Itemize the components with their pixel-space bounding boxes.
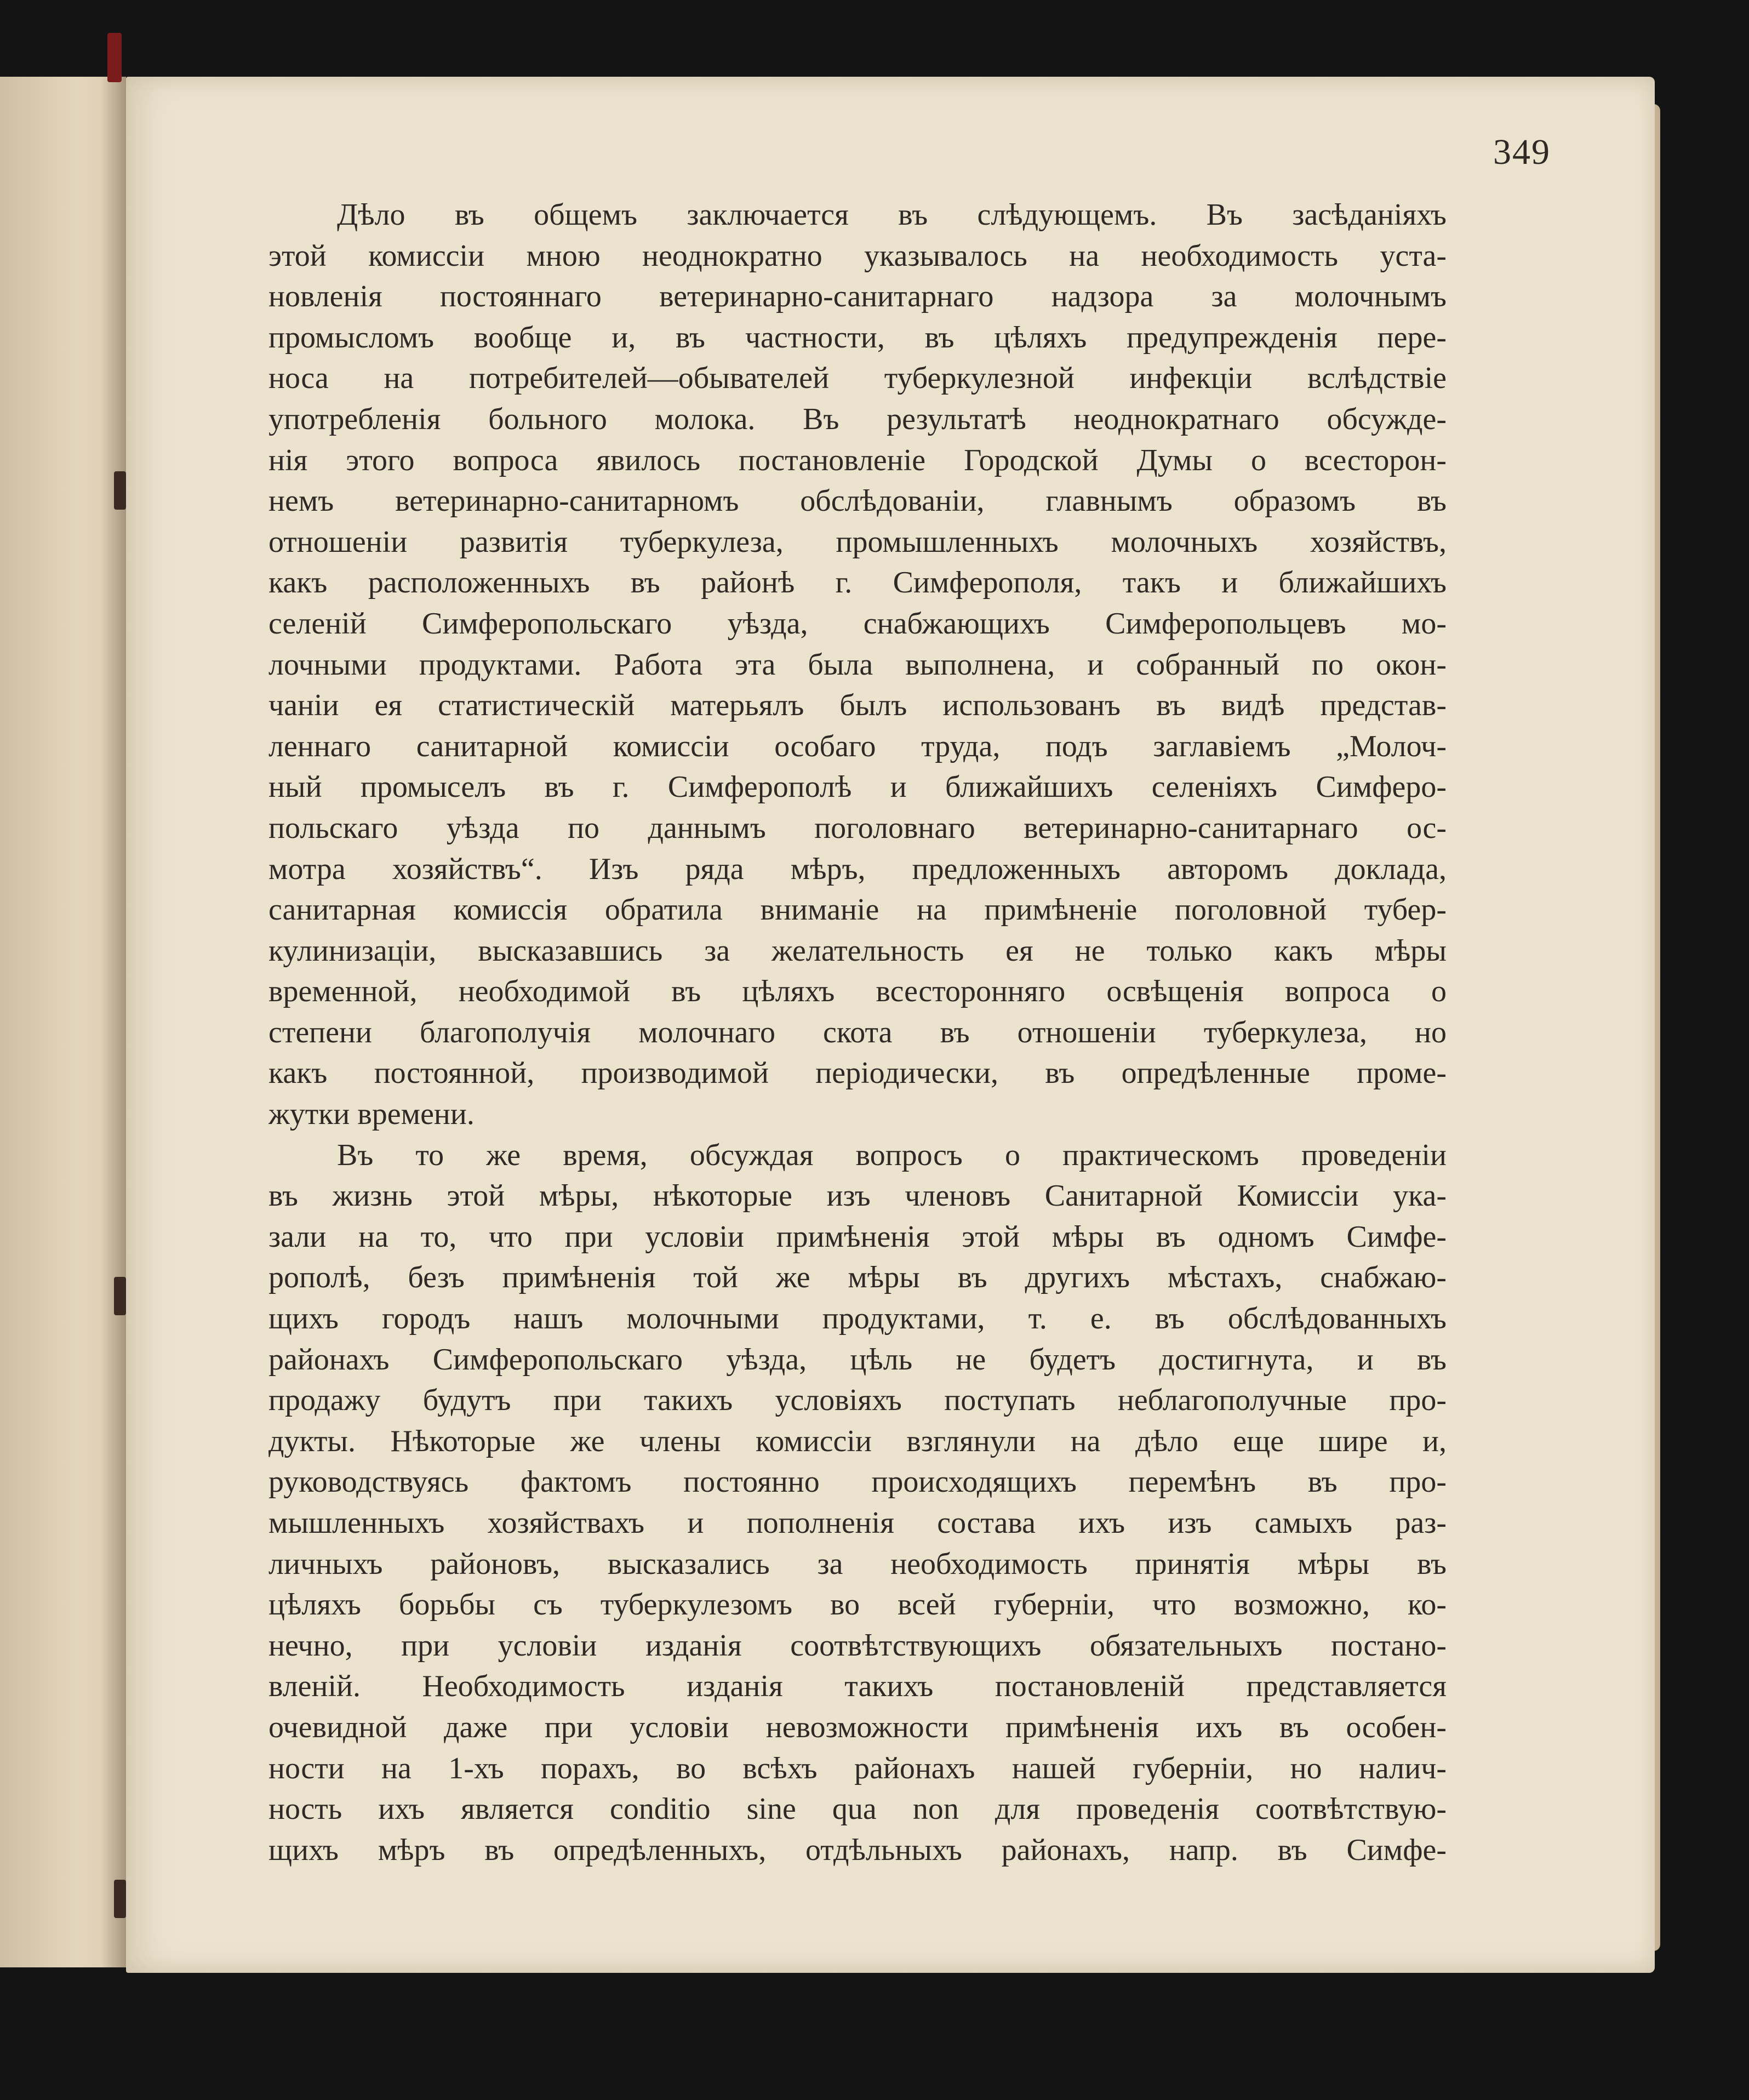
text-line: щихъ городъ нашъ молочными продуктами, т. е. въ обслѣдованныхъ: [268, 1302, 1447, 1336]
binding-stitch: [114, 471, 126, 510]
text-line: этой комиссіи мною неоднократно указывалось на необходимость уста-: [268, 238, 1447, 273]
text-line: польскаго уѣзда по даннымъ поголовнаго ветеринарно-санитарнаго ос-: [268, 811, 1447, 845]
text-line: мышленныхъ хозяйствахъ и пополненія состава ихъ изъ самыхъ раз-: [268, 1506, 1447, 1540]
text-line: немъ ветеринарно-санитарномъ обслѣдованіи, главнымъ образомъ въ: [268, 484, 1447, 518]
text-line: цѣляхъ борьбы съ туберкулезомъ во всей губерніи, что возможно, ко-: [268, 1588, 1447, 1622]
binding-stitch: [114, 1880, 126, 1918]
text-line: чаніи ея статистическій матерьялъ былъ использованъ въ видѣ представ-: [268, 688, 1447, 723]
text-line: лочными продуктами. Работа эта была выполнена, и собранный по окон-: [268, 647, 1447, 682]
text-line: какъ расположенныхъ въ районѣ г. Симферополя, такъ и ближайшихъ: [268, 566, 1447, 600]
text-line: жутки времени.: [268, 1097, 475, 1132]
text-line: Дѣло въ общемъ заключается въ слѣдующемъ. Въ засѣданіяхъ: [337, 198, 1447, 232]
text-line: носа на потребителей—обывателей туберкулезной инфекціи вслѣдствіе: [268, 361, 1447, 396]
text-line: ный промыселъ въ г. Симферополѣ и ближайшихъ селеніяхъ Симферо-: [268, 770, 1447, 804]
text-body: [268, 195, 1447, 1870]
page-number: 349: [1493, 132, 1551, 172]
text-line: районахъ Симферопольскаго уѣзда, цѣль не будетъ достигнута, и въ: [268, 1342, 1447, 1377]
text-line: временной, необходимой въ цѣляхъ всесторонняго освѣщенія вопроса о: [268, 974, 1447, 1009]
text-line: санитарная комиссія обратила вниманіе на примѣненіе поголовной тубер-: [268, 893, 1447, 927]
book-page: [126, 77, 1655, 1973]
text-line: вленій. Необходимость изданія такихъ постановленій представляется: [268, 1669, 1447, 1704]
text-line: руководствуясь фактомъ постоянно происходящихъ перемѣнъ въ про-: [268, 1465, 1447, 1499]
text-line: промысломъ вообще и, въ частности, въ цѣляхъ предупрежденія пере-: [268, 320, 1447, 355]
text-line: зали на то, что при условіи примѣненія этой мѣры въ одномъ Симфе-: [268, 1219, 1447, 1254]
text-line: щихъ мѣръ въ опредѣленныхъ, отдѣльныхъ районахъ, напр. въ Симфе-: [268, 1833, 1447, 1867]
text-line: употребленія больного молока. Въ результатѣ неоднократнаго обсужде-: [268, 402, 1447, 436]
text-line: мотра хозяйствъ“. Изъ ряда мѣръ, предложенныхъ авторомъ доклада,: [268, 852, 1447, 886]
binding-stitch: [114, 1277, 126, 1315]
paragraph: [268, 1135, 1447, 1871]
text-line: Въ то же время, обсуждая вопросъ о практическомъ проведеніи: [337, 1138, 1447, 1172]
paragraph: [268, 195, 1447, 1135]
text-line: степени благополучія молочнаго скота въ отношеніи туберкулеза, но: [268, 1015, 1447, 1049]
text-line: личныхъ районовъ, высказались за необходимость принятія мѣры въ: [268, 1547, 1447, 1581]
text-line: ности на 1-хъ порахъ, во всѣхъ районахъ нашей губерніи, но налич-: [268, 1751, 1447, 1785]
text-line: новленія постояннаго ветеринарно-санитарнаго надзора за молочнымъ: [268, 279, 1447, 314]
text-line: въ жизнь этой мѣры, нѣкоторые изъ членовъ Санитарной Комиссіи ука-: [268, 1179, 1447, 1213]
text-line: отношеніи развитія туберкулеза, промышленныхъ молочныхъ хозяйствъ,: [268, 524, 1447, 559]
text-line: нія этого вопроса явилось постановленіе Городской Думы о всесторон-: [268, 443, 1447, 477]
text-line: леннаго санитарной комиссіи особаго труда, подъ заглавіемъ „Молоч-: [268, 729, 1447, 763]
text-line: нечно, при условіи изданія соотвѣтствующихъ обязательныхъ постано-: [268, 1628, 1447, 1663]
text-line: какъ постоянной, производимой періодически, въ опредѣленные проме-: [268, 1056, 1447, 1091]
text-line: ность ихъ является conditio sine qua non для проведенія соотвѣтствую-: [268, 1792, 1447, 1827]
text-line: рополѣ, безъ примѣненія той же мѣры въ другихъ мѣстахъ, снабжаю-: [268, 1260, 1447, 1295]
text-line: селеній Симферопольскаго уѣзда, снабжающихъ Симферопольцевъ мо-: [268, 606, 1447, 641]
text-line: кулинизаціи, высказавшись за желательность ея не только какъ мѣры: [268, 933, 1447, 968]
text-line: продажу будутъ при такихъ условіяхъ поступать неблагополучные про-: [268, 1383, 1447, 1418]
text-line: дукты. Нѣкоторые же члены комиссіи взглянули на дѣло еще шире и,: [268, 1424, 1447, 1458]
binding-thread: [107, 33, 122, 82]
text-line: очевидной даже при условіи невозможности примѣненія ихъ въ особен-: [268, 1710, 1447, 1744]
